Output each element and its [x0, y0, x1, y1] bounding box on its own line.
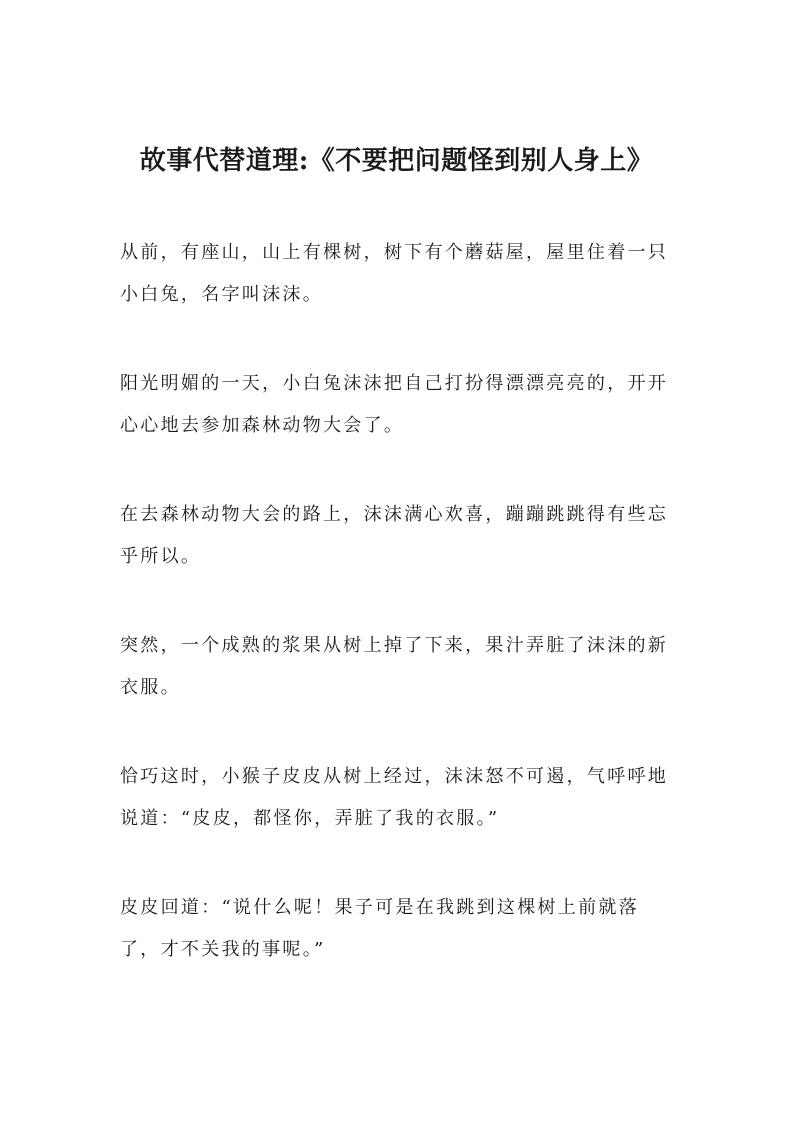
- story-paragraph-4: 突然，一个成熟的浆果从树上掉了下来，果汁弄脏了沫沫的新衣服。: [120, 635, 669, 698]
- story-paragraph-5: 恰巧这时，小猴子皮皮从树上经过，沫沫怒不可遏，气呼呼地说道：“皮皮，都怪你，弄脏了我的衣服。”: [120, 766, 669, 829]
- story-body: [120, 232, 676, 1018]
- story-paragraph-2: 阳光明媚的一天，小白兔沫沫把自己打扮得漂漂亮亮的，开开心心地去参加森林动物大会了。: [120, 373, 669, 436]
- page-title: 故事代替道理:《不要把问题怪到别人身上》: [139, 146, 654, 177]
- story-paragraph-6: 皮皮回道：“说什么呢！果子可是在我跳到这棵树上前就落了，才不关我的事呢。”: [120, 897, 639, 960]
- story-paragraph-1: 从前，有座山，山上有棵树，树下有个蘑菇屋，屋里住着一只小白兔，名字叫沫沫。: [120, 242, 669, 305]
- story-paragraph-3: 在去森林动物大会的路上，沫沫满心欢喜，蹦蹦跳跳得有些忘乎所以。: [120, 504, 669, 567]
